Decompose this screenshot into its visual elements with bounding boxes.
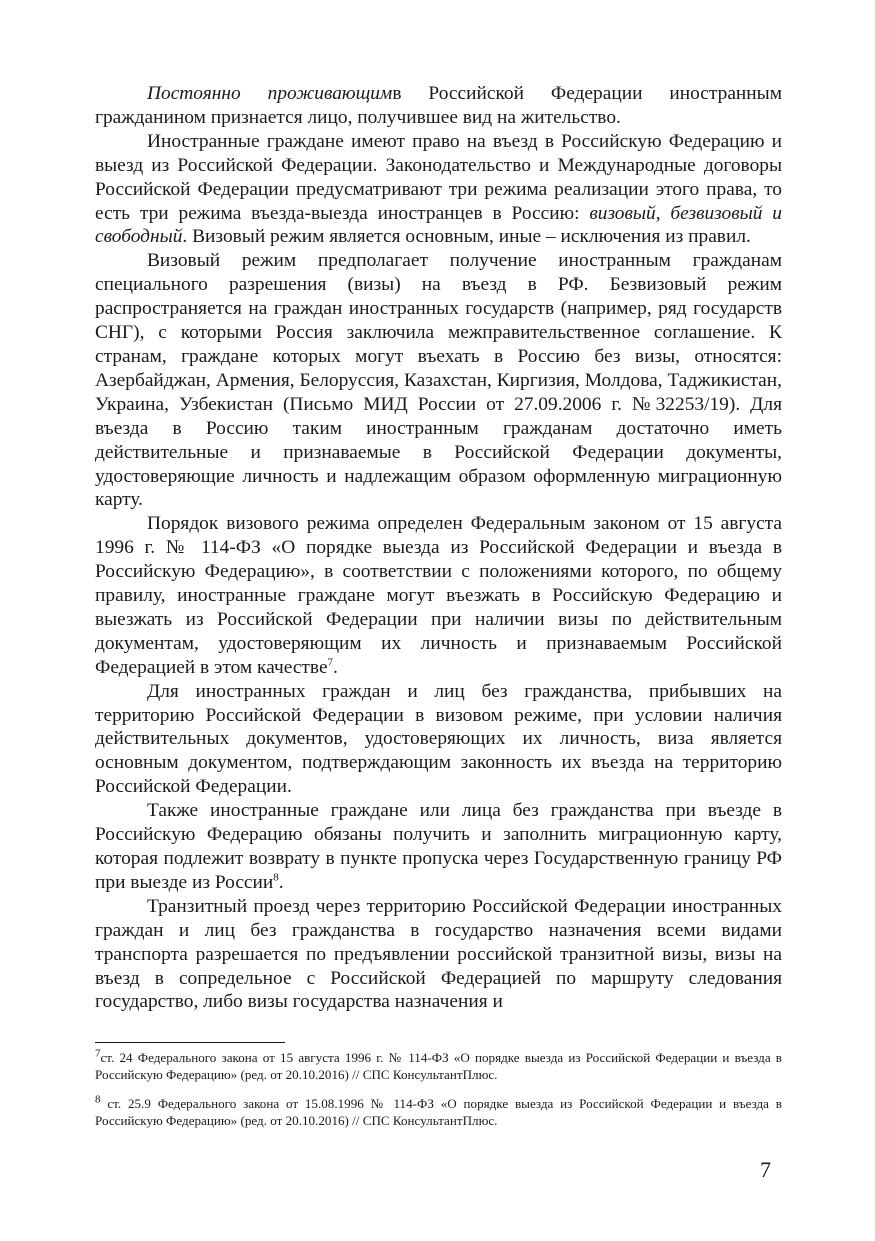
footnote-separator — [95, 1042, 285, 1043]
italic-term: визовый, безвизовый и свободный — [95, 202, 782, 248]
footnotes — [95, 1049, 782, 1141]
paragraph-text: Иностранные граждане имеют право на въезд в Российскую Федерацию и выезд из Российской Федерации. Законодательство и Международные договоры Российской Федерации предусматривают три режима реализации этого права, то есть три режима въезда-выезда иностранцев в Россию: — [95, 130, 782, 224]
paragraph-text: Визовый режим предполагает получение иностранным гражданам специального разрешения (визы) на въезд в РФ. Безвизовый режим распространяется на граждан иностранных государств (например, ряд государств СНГ), с которыми Россия заключила межправительственное соглашение. К странам, граждане которых могут въехать в Россию без визы, относятся: Азербайджан, Армения, Белоруссия, Казахстан, Киргизия, Молдова, Таджикистан, Украина, Узбекистан (Письмо МИД России от 27.09.2006 г. №32253/19). Для въезда в Россию таким иностранным гражданам достаточно иметь действительные и признаваемые в Российской Федерации документы, удостоверяющие личность и надлежащим образом оформленную миграционную карту. — [95, 250, 782, 511]
footnote-reference[interactable]: 7 — [327, 656, 334, 669]
paragraph-text: Также иностранные граждане или лица без гражданства при въезде в Российскую Федерацию обязаны получить и заполнить миграционную карту, которая подлежит возврату в пункте пропуска через Государственную границу РФ при выезде из России — [95, 800, 782, 893]
paragraph — [95, 895, 782, 1015]
page-number: 7 — [760, 1157, 771, 1182]
footnote-mark: 8 — [95, 1093, 101, 1106]
paragraph — [95, 680, 782, 800]
footnote-text: ст. 25.9 Федерального закона от 15.08.1996 № 114-ФЗ «О порядке выезда из Российской Федерации и въезда в Российскую Федерацию» (ред. от 20.10.2016) // СПС КонсультантПлюс. — [95, 1095, 782, 1129]
italic-term: Постоянно проживающим — [147, 83, 393, 104]
paragraph-text: . — [278, 871, 284, 893]
paragraph — [95, 249, 782, 512]
footnote-reference[interactable]: 8 — [273, 871, 279, 884]
paragraph-text: Порядок визового режима определен Федеральным законом от 15 августа 1996 г. № 114-ФЗ «О порядке выезда из Российской Федерации и въезда в Российскую Федерацию», в соответствии с положениями которого, по общему правилу, иностранные граждане могут въезжать в Российскую Федерацию и выезжать из Российской Федерации при наличии визы по действительным документам, удостоверяющим их личность и признаваемым Российской Федерацией в этом качестве — [95, 513, 782, 678]
footnote-text: ст. 24 Федерального закона от 15 августа 1996 г. № 114-ФЗ «О порядке выезда из Российской Федерации и въезда в Российскую Федерацию» (ред. от 20.10.2016) // СПС КонсультантПлюс. — [95, 1050, 782, 1083]
paragraph-text: . — [333, 656, 338, 678]
paragraph — [95, 82, 782, 130]
paragraph-text: в Российской Федерации иностранным гражданином признается лицо, получившее вид на жительство. — [95, 83, 782, 128]
footnote-mark: 7 — [95, 1047, 101, 1060]
paragraph — [95, 799, 782, 895]
paragraph — [95, 512, 782, 679]
paragraph-text: . Визовый режим является основным, иные – исключения из правил. — [182, 226, 751, 248]
footnote — [95, 1049, 782, 1084]
footnote — [95, 1095, 782, 1130]
paragraph — [95, 130, 782, 250]
paragraph-text: Для иностранных граждан и лиц без гражданства, прибывших на территорию Российской Федерации в визовом режиме, при условии наличия действительных документов, удостоверяющих их личность, виза является основным документом, подтверждающим законность их въезда на территорию Российской Федерации. — [95, 680, 782, 798]
paragraph-text: Транзитный проезд через территорию Российской Федерации иностранных граждан и лиц без гражданства в государство назначения всеми видами транспорта разрешается по предъявлении российской транзитной визы, визы на въезд в сопредельное с Российской Федерацией по маршруту следования государство, либо визы государства назначения и — [95, 895, 782, 1013]
document-body — [95, 82, 782, 1014]
